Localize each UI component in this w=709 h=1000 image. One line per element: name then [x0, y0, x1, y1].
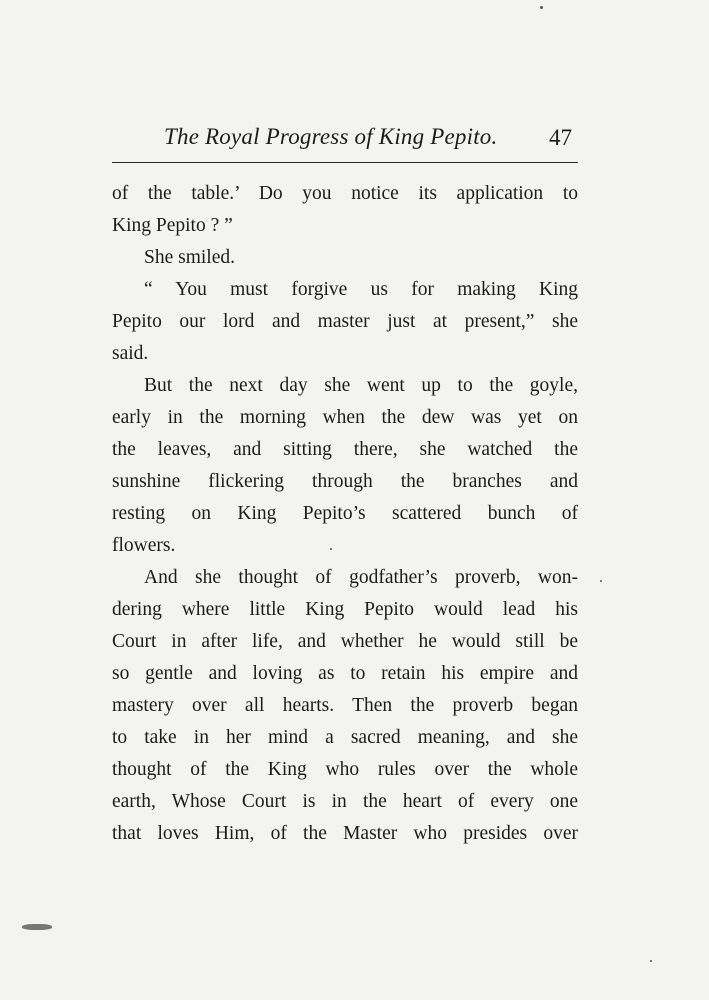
text-line: the leaves, and sitting there, she watched the	[112, 439, 578, 460]
running-head	[112, 124, 578, 160]
body-text	[112, 178, 578, 850]
text-line: She smiled.	[144, 247, 235, 268]
ink-speck	[330, 548, 332, 550]
text-line: “ You must forgive us for making King	[144, 279, 578, 300]
text-line: said.	[112, 343, 149, 364]
text-line: mastery over all hearts. Then the proverb began	[112, 695, 578, 716]
page-number: 47	[549, 125, 572, 150]
ink-speck	[650, 960, 652, 962]
text-line: sunshine flickering through the branches and	[112, 471, 578, 492]
text-line: of the table.’ Do you notice its application to	[112, 183, 578, 204]
text-line: And she thought of godfather’s proverb, won-	[144, 567, 578, 588]
text-line: resting on King Pepito’s scattered bunch of	[112, 503, 578, 524]
ink-speck	[540, 6, 543, 9]
text-line: But the next day she went up to the goyle,	[144, 375, 578, 396]
ink-speck	[22, 924, 52, 930]
text-line: dering where little King Pepito would lead his	[112, 599, 578, 620]
text-line: earth, Whose Court is in the heart of every one	[112, 791, 578, 812]
running-title: The Royal Progress of King Pepito.	[164, 124, 498, 149]
text-line: early in the morning when the dew was yet on	[112, 407, 578, 428]
text-line: thought of the King who rules over the whole	[112, 759, 578, 780]
header-rule	[112, 162, 578, 163]
text-line: to take in her mind a sacred meaning, and she	[112, 727, 578, 748]
ink-speck	[600, 580, 602, 582]
text-line: so gentle and loving as to retain his empire and	[112, 663, 578, 684]
text-line: Court in after life, and whether he would still be	[112, 631, 578, 652]
text-line: that loves Him, of the Master who presides over	[112, 823, 578, 844]
text-line: flowers.	[112, 535, 176, 556]
text-line: Pepito our lord and master just at present,” she	[112, 311, 578, 332]
text-line: King Pepito ? ”	[112, 215, 233, 236]
